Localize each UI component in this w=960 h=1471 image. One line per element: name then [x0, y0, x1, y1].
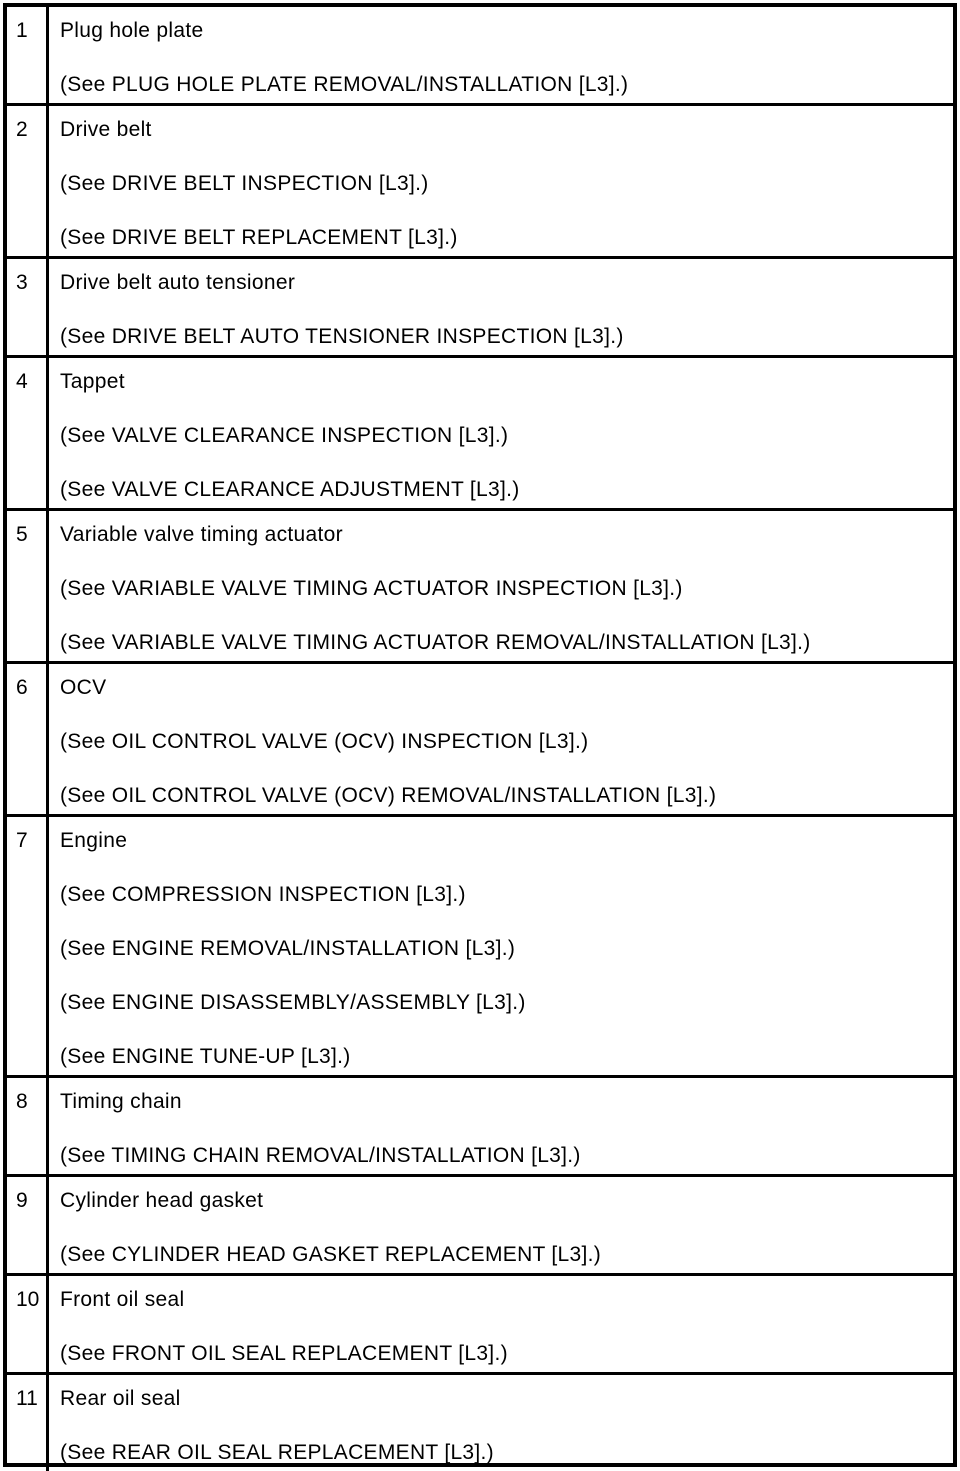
part-name: Plug hole plate	[60, 19, 204, 42]
see-reference: (See VALVE CLEARANCE INSPECTION [L3].)	[60, 424, 509, 447]
row-description	[49, 259, 953, 355]
table-row	[7, 1372, 953, 1471]
part-name: Drive belt auto tensioner	[60, 271, 296, 294]
table-row	[7, 103, 953, 256]
row-number: 1	[7, 7, 49, 103]
see-reference: (See VARIABLE VALVE TIMING ACTUATOR INSPECTION [L3].)	[60, 577, 683, 600]
see-reference: (See TIMING CHAIN REMOVAL/INSTALLATION [L3].)	[60, 1144, 581, 1167]
see-reference: (See ENGINE REMOVAL/INSTALLATION [L3].)	[60, 937, 516, 960]
row-description	[49, 511, 953, 661]
row-description	[49, 1276, 953, 1372]
table-row	[7, 508, 953, 661]
table-row	[7, 7, 953, 103]
table-row	[7, 1174, 953, 1273]
see-reference: (See ENGINE TUNE-UP [L3].)	[60, 1045, 351, 1068]
row-number: 7	[7, 817, 49, 1075]
row-number: 5	[7, 511, 49, 661]
part-name: Variable valve timing actuator	[60, 523, 343, 546]
part-name: Cylinder head gasket	[60, 1189, 264, 1212]
parts-reference-table	[3, 3, 957, 1467]
row-number: 4	[7, 358, 49, 508]
see-reference: (See ENGINE DISASSEMBLY/ASSEMBLY [L3].)	[60, 991, 526, 1014]
table-row	[7, 355, 953, 508]
part-name: Front oil seal	[60, 1288, 185, 1311]
part-name: Tappet	[60, 370, 125, 393]
row-number: 8	[7, 1078, 49, 1174]
see-reference: (See CYLINDER HEAD GASKET REPLACEMENT [L3].)	[60, 1243, 602, 1266]
row-description	[49, 1177, 953, 1273]
table-row	[7, 814, 953, 1075]
see-reference: (See VALVE CLEARANCE ADJUSTMENT [L3].)	[60, 478, 520, 501]
part-name: Rear oil seal	[60, 1387, 181, 1410]
see-reference: (See COMPRESSION INSPECTION [L3].)	[60, 883, 466, 906]
row-number: 6	[7, 664, 49, 814]
table-row	[7, 256, 953, 355]
table-row	[7, 1273, 953, 1372]
row-description	[49, 1078, 953, 1174]
row-description	[49, 664, 953, 814]
row-number: 9	[7, 1177, 49, 1273]
row-number: 2	[7, 106, 49, 256]
row-number: 11	[7, 1375, 49, 1471]
table-row	[7, 661, 953, 814]
see-reference: (See DRIVE BELT INSPECTION [L3].)	[60, 172, 429, 195]
see-reference: (See VARIABLE VALVE TIMING ACTUATOR REMOVAL/INSTALLATION [L3].)	[60, 631, 811, 654]
see-reference: (See DRIVE BELT REPLACEMENT [L3].)	[60, 226, 458, 249]
see-reference: (See FRONT OIL SEAL REPLACEMENT [L3].)	[60, 1342, 508, 1365]
see-reference: (See DRIVE BELT AUTO TENSIONER INSPECTION [L3].)	[60, 325, 624, 348]
row-description	[49, 1375, 953, 1471]
see-reference: (See OIL CONTROL VALVE (OCV) REMOVAL/INSTALLATION [L3].)	[60, 784, 717, 807]
part-name: Drive belt	[60, 118, 152, 141]
row-number: 10	[7, 1276, 49, 1372]
see-reference: (See OIL CONTROL VALVE (OCV) INSPECTION [L3].)	[60, 730, 589, 753]
see-reference: (See REAR OIL SEAL REPLACEMENT [L3].)	[60, 1441, 494, 1464]
see-reference: (See PLUG HOLE PLATE REMOVAL/INSTALLATION [L3].)	[60, 73, 629, 96]
part-name: Timing chain	[60, 1090, 182, 1113]
row-description	[49, 358, 953, 508]
row-description	[49, 817, 953, 1075]
table-row	[7, 1075, 953, 1174]
row-description	[49, 106, 953, 256]
part-name: Engine	[60, 829, 128, 852]
row-number: 3	[7, 259, 49, 355]
part-name: OCV	[60, 676, 107, 699]
row-description	[49, 7, 953, 103]
